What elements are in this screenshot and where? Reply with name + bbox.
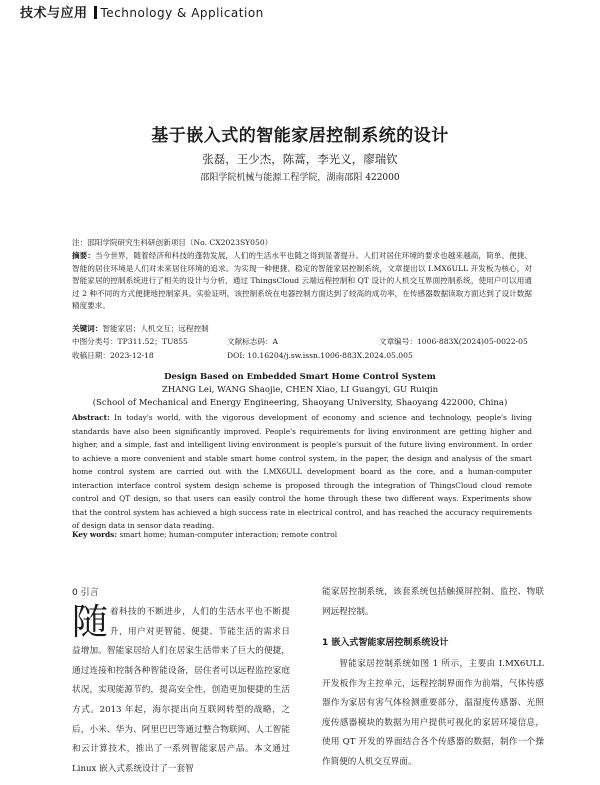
english-keywords-label: Key words: — [72, 530, 118, 539]
english-abstract-text: In today's world, with the vigorous development of economy and science and technology, people's living standards have also been significantly improved. People's requirements for living environment are getting higher and higher, and a simple, fast and intelligent living environment is people's pursuit of the future living environment. In order to achieve a more convenient and stable smart home control system, in the paper, the design and analysis of the smart home control system are carried out with the I.MX6ULL development board as the core, and a human-computer interaction interface control system design scheme is proposed through the integration of ThingsCloud cloud remote control and QT design, so that users can easily control the home through these two different ways. Experiments show that the control system has achieved a high success rate in electrical control, and has reached the accuracy requirements of design data in sensor data reading. — [72, 413, 532, 530]
authors: 张磊，王少杰，陈蒿，李光义，廖瑞钦 — [202, 152, 398, 166]
section-1-paragraph: 智能家居控制系统如图 1 所示，主要由 I.MX6ULL 开发板作为主控单元，远程控制界面作为前端，气体传感器作为家居有害气体检测重要部分，温湿度传感器、光照度传感器模块的数据为用户提供可视化的家居环境信息，使用 QT 开发的界面结合各个传感器的数据，制作一个操作简便的人机交互界面。 — [322, 659, 544, 767]
clc-number: 中图分类号：TP311.52；TU855 — [72, 337, 188, 346]
section-title-cn: 技术与应用 — [20, 6, 88, 21]
fund-note: 注：邵阳学院研究生科研创新项目（No. CX2023SY050） — [72, 238, 273, 247]
english-affiliation: (School of Mechanical and Energy Engineering, Shaoyang University, Shaoyang 422000, China) — [92, 398, 508, 408]
keywords-cn-label: 关键词： — [72, 324, 103, 333]
paper-title: 基于嵌入式的智能家居控制系统的设计 — [151, 126, 449, 146]
english-keywords — [72, 530, 337, 539]
section-title-en: Technology & Application — [100, 6, 264, 20]
section-1-heading: 1 嵌入式智能家居控制系统设计 — [322, 638, 449, 648]
affiliation: 邵阳学院机械与能源工程学院，湖南邵阳 422000 — [200, 173, 400, 183]
section-0-heading: 0 引言 — [72, 588, 99, 598]
intro-paragraph — [72, 603, 290, 779]
abstract-cn-text: 当今世界，随着经济和科技的蓬勃发展，人们的生活水平也随之得到显著提升。人们对居住环境的要求也越来越高，简单、便捷、智能的居住环境是人们对未来居住环境的追求。为实现一种便捷、稳定的智能家居控制系统，文章提出以 I.MX6ULL 开发板为核心，对智能家居的控制系统进行了相关的设计与分析，通过 ThingsCloud 云端远程控制和 QT 设计的人机交互界面控制系统，使用户可以用通过 2 种不同的方式便捷地控制家具。实验证明，该控制系统在电器控制方面达到了较高的成功率，在传感器数据读取方面达到了设计数据精度要求。 — [72, 251, 533, 310]
abstract-cn — [72, 250, 532, 313]
received-date: 收稿日期：2023-12-18 — [72, 351, 154, 360]
journal-section-header — [20, 2, 264, 21]
english-authors: ZHANG Lei, WANG Shaojie, CHEN Xiao, LI Guangyi, GU Ruiqin — [161, 385, 439, 395]
header-divider — [94, 6, 97, 19]
abstract-cn-label: 摘要： — [72, 251, 96, 260]
drop-cap: 随 — [72, 602, 109, 643]
document-code: 文献标志码：A — [227, 337, 279, 346]
intro-text: 着科技的不断进步，人们的生活水平也不断提升，用户对更智能、便捷、节能生活的需求日益增加。智能家居给人们在居家生活带来了巨大的便捷，通过连接和控制各种智能设备，居住者可以远程监控家庭状况，实现能源节约，提高安全性，创造更加便捷的生活方式。2013 年起，海尔提出向互联网转型的战略，之后，小米、华为、阿里巴巴等通过整合物联网、人工智能和云计算技术，推出了一系列智能家居产品。本文通过 Linux 嵌入式系统设计了一套智 — [72, 607, 290, 774]
english-abstract-label: Abstract: — [72, 413, 110, 422]
doi: DOI: 10.16204/j.sw.issn.1006-883X.2024.05.005 — [227, 351, 413, 360]
english-keywords-text: smart home; human-computer interaction; remote control — [119, 530, 338, 539]
keywords-cn — [72, 323, 209, 336]
intro-continuation: 能家居控制系统，该套系统包括触摸屏控制、监控、物联网远程控制。 — [322, 587, 544, 617]
english-abstract — [72, 411, 532, 533]
keywords-cn-text: 智能家居；人机交互；远程控制 — [102, 324, 209, 333]
article-number: 文章编号：1006-883X(2024)05-0022-05 — [379, 337, 528, 346]
english-title: Design Based on Embedded Smart Home Control System — [164, 372, 436, 382]
